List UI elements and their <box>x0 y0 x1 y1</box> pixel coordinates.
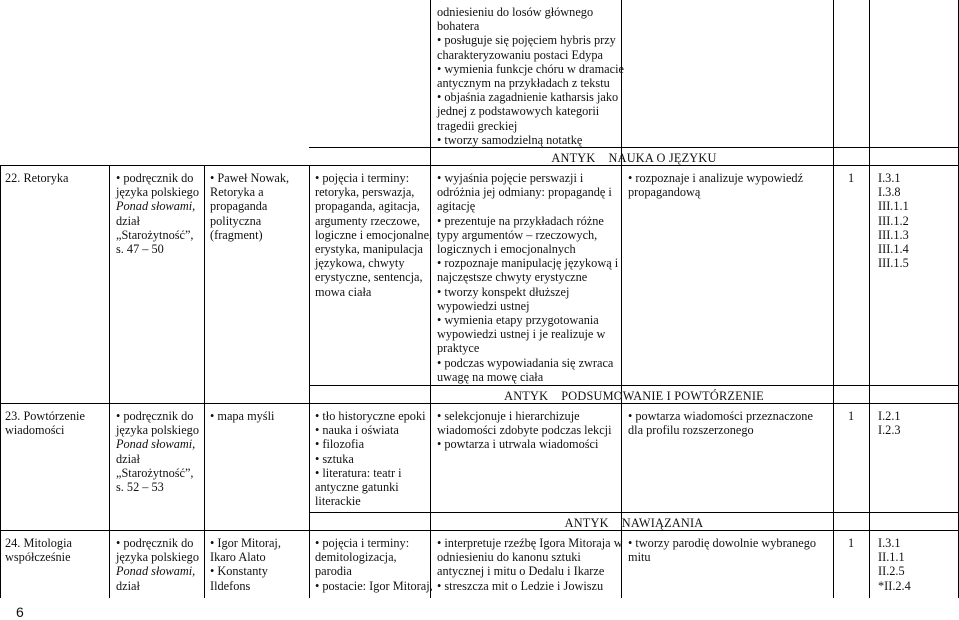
text-line: antycznej i mitu o Dedalu i Ikarze <box>437 564 605 579</box>
text-line: • interpretuje rzeźbę Igora Mitoraja w <box>437 536 623 550</box>
text-line: • tworzy konspekt dłuższej <box>437 284 570 299</box>
req-code: III.1.3 <box>878 227 909 242</box>
row23-lesson <box>5 409 85 437</box>
lesson-title: współcześnie <box>5 550 71 565</box>
section-header-nawiazania: ANTYK NAWIĄZANIA <box>564 516 704 530</box>
text-line: • podręcznik do <box>116 536 194 550</box>
req-code: I.3.1 <box>878 536 901 550</box>
row22-hours <box>848 171 854 185</box>
text-line: mowa ciała <box>315 284 372 299</box>
text-line: s. 47 – 50 <box>116 242 164 257</box>
text-line: s. 52 – 53 <box>116 480 164 495</box>
row-line-c <box>309 385 959 386</box>
text-line: • objaśnia zagadnienie katharsis jako <box>437 90 619 105</box>
text-line: • tworzy parodię dowolnie wybranego <box>628 536 817 550</box>
row24-terms <box>315 536 433 593</box>
req-code: I.3.8 <box>878 185 901 200</box>
text-line: • Konstanty <box>210 564 268 579</box>
text-line: odróżnia jej odmiany: propagandę i <box>437 185 612 200</box>
text-line: literackie <box>315 494 361 509</box>
text-line: • powtarza wiadomości przeznaczone <box>628 409 813 423</box>
lesson-title: wiadomości <box>5 423 65 438</box>
text-line: • prezentuje na przykładach różne <box>437 213 604 228</box>
lesson-title: 23. Powtórzenie <box>5 409 85 423</box>
row24-reqs <box>878 536 911 593</box>
col-line-1 <box>109 165 110 598</box>
req-code: III.1.5 <box>878 256 909 271</box>
req-code: III.1.2 <box>878 213 909 228</box>
text-line: propagandową <box>628 185 701 200</box>
text-line: • podczas wypowiadania się zwraca <box>437 355 614 370</box>
text-line: najczęstsze chwyty erystyczne <box>437 270 588 285</box>
req-code: III.1.1 <box>878 199 909 214</box>
hours-value: 1 <box>848 171 855 185</box>
text-line: językowa, chwyty <box>315 256 405 271</box>
text-line: • podręcznik do <box>116 171 194 185</box>
hours-value: 1 <box>848 536 855 550</box>
row24-source <box>116 536 199 593</box>
col-line-2 <box>204 165 205 598</box>
req-code: *II.2.4 <box>878 578 911 593</box>
text-line: • pojęcia i terminy: <box>315 536 410 550</box>
text-line: języka polskiego <box>116 550 199 565</box>
text-line: charakteryzowaniu postaci Edypa <box>437 47 603 62</box>
text-line: • filozofia <box>315 437 365 452</box>
row24-extended <box>628 536 816 564</box>
row23-text <box>210 409 274 423</box>
row22-basic <box>437 171 618 384</box>
text-line: • streszcza mit o Ledzie i Jowiszu <box>437 578 604 593</box>
section-header-podsumowanie: ANTYK PODSUMOWANIE I POWTÓRZENIE <box>504 389 764 403</box>
text-line: • Igor Mitoraj, <box>210 536 281 550</box>
row22-source <box>116 171 199 256</box>
col-line-7 <box>869 0 870 598</box>
text-line: antyczne gatunki <box>315 480 399 495</box>
req-code: I.2.3 <box>878 423 901 438</box>
text-line: • sztuka <box>315 451 354 466</box>
row-line-e <box>309 512 959 513</box>
text-line: • literatura: teatr i <box>315 465 402 480</box>
text-line: odniesieniu do losów głównego <box>437 5 594 19</box>
hours-value: 1 <box>848 409 855 423</box>
row23-hours <box>848 409 854 423</box>
text-line: antycznym na przykładach z tekstu <box>437 76 610 91</box>
text-line: (fragment) <box>210 227 263 242</box>
text-line: języka polskiego <box>116 423 199 438</box>
text-line: agitację <box>437 199 476 214</box>
text-line: parodia <box>315 564 352 579</box>
text-line: retoryka, perswazja, <box>315 185 415 200</box>
text-line: mitu <box>628 550 651 565</box>
text-line: dział <box>116 578 140 593</box>
text-line: praktyce <box>437 341 480 356</box>
row24-hours <box>848 536 854 550</box>
text-line: jednej z podstawowych kategorii <box>437 104 600 119</box>
req-code: I.2.1 <box>878 409 901 423</box>
row24-lesson <box>5 536 72 564</box>
req-code: II.2.5 <box>878 564 905 579</box>
text-line: • wyjaśnia pojęcie perswazji i <box>437 171 584 185</box>
text-line: wypowiedzi ustnej i je realizuje w <box>437 327 606 342</box>
text-line: logiczne i emocjonalne, <box>315 227 433 242</box>
col-line-4 <box>430 0 431 598</box>
text-line: • wymienia funkcje chóru w dramacie <box>437 61 624 76</box>
text-line: „Starożytność”, <box>116 465 194 480</box>
section-header-nauka: ANTYK NAUKA O JĘZYKU <box>551 151 717 165</box>
text-line: • podręcznik do <box>116 409 194 423</box>
lesson-title: 22. Retoryka <box>5 171 69 185</box>
row24-basic <box>437 536 623 593</box>
row23-extended <box>628 409 813 437</box>
text-line: argumenty rzeczowe, <box>315 213 420 228</box>
text-line: propaganda <box>210 199 268 214</box>
row23-source <box>116 409 199 494</box>
row23-reqs <box>878 409 901 437</box>
text-line: Ponad słowami, <box>116 564 196 579</box>
text-line: • rozpoznaje manipulację językową i <box>437 256 619 271</box>
text-line: logicznych i emocjonalnych <box>437 242 576 257</box>
text-line: „Starożytność”, <box>116 227 194 242</box>
text-line: • postacie: Igor Mitoraj, <box>315 578 433 593</box>
text-line: odniesieniu do kanonu sztuki <box>437 550 581 565</box>
text-line: tragedii greckiej <box>437 118 518 133</box>
text-line: • mapa myśli <box>210 409 275 423</box>
row24-text <box>210 536 281 593</box>
text-line: dział <box>116 451 140 466</box>
text-line: uwagę na mowę ciała <box>437 369 544 384</box>
col-line-6 <box>833 0 834 598</box>
text-line: • rozpoznaje i analizuje wypowiedź <box>628 171 804 185</box>
req-code: III.1.4 <box>878 242 909 257</box>
text-line: Retoryka a <box>210 185 264 200</box>
col-line-0 <box>0 165 1 598</box>
text-line: erystyka, manipulacja <box>315 242 423 257</box>
text-line: propaganda, agitacja, <box>315 199 420 214</box>
text-line: Ikaro Alato <box>210 550 266 565</box>
text-line: demitologizacja, <box>315 550 397 565</box>
text-line: wypowiedzi ustnej <box>437 298 530 313</box>
text-line: • selekcjonuje i hierarchizuje <box>437 409 580 423</box>
text-line: • tworzy samodzielną notatkę <box>437 132 583 147</box>
text-line: • nauka i oświata <box>315 423 399 438</box>
text-line: języka polskiego <box>116 185 199 200</box>
text-line: • tło historyczne epoki <box>315 409 426 423</box>
row23-basic <box>437 409 612 452</box>
text-line: typy argumentów – rzeczowych, <box>437 227 598 242</box>
col-line-3 <box>309 165 310 598</box>
text-line: • powtarza i utrwala wiadomości <box>437 437 599 452</box>
row22-lesson <box>5 171 69 185</box>
row-line-a <box>309 147 959 148</box>
text-line: dla profilu rozszerzonego <box>628 423 754 438</box>
lesson-title: 24. Mitologia <box>5 536 72 550</box>
text-line: bohatera <box>437 19 480 34</box>
text-line: • Paweł Nowak, <box>210 171 290 185</box>
text-line: wiadomości zdobyte podczas lekcji <box>437 423 612 438</box>
req-code: I.3.1 <box>878 171 901 185</box>
text-line: Ildefons <box>210 578 251 593</box>
text-line: Ponad słowami, <box>116 199 196 214</box>
text-line: • pojęcia i terminy: <box>315 171 410 185</box>
row22-extended <box>628 171 803 199</box>
row23-terms <box>315 409 426 508</box>
row22-terms <box>315 171 432 299</box>
text-line: Ponad słowami, <box>116 437 196 452</box>
req-code: II.1.1 <box>878 550 905 565</box>
top-continuation <box>437 5 624 147</box>
text-line: erystyczne, sentencja, <box>315 270 423 285</box>
text-line: polityczna <box>210 213 262 228</box>
text-line: • wymienia etapy przygotowania <box>437 313 599 328</box>
page-number: 6 <box>16 604 24 620</box>
text-line: • posługuje się pojęciem hybris przy <box>437 33 616 48</box>
row22-text <box>210 171 289 242</box>
row22-reqs <box>878 171 909 270</box>
text-line: dział <box>116 213 140 228</box>
